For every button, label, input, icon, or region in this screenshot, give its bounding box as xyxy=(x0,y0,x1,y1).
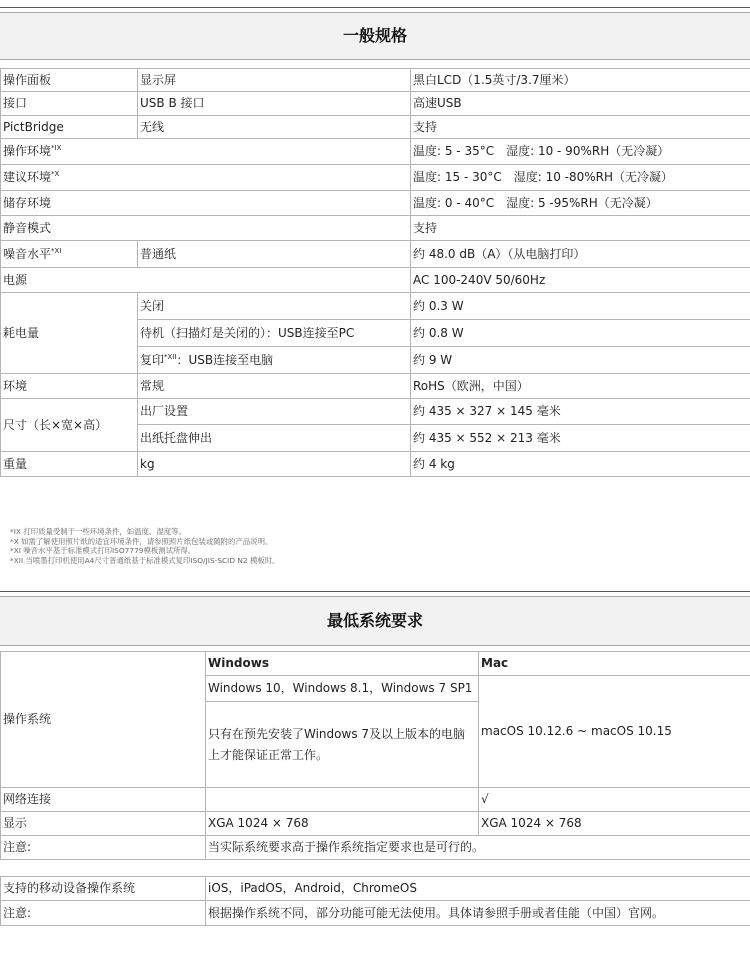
table-row xyxy=(1,652,750,676)
row-label: 耗电量 xyxy=(1,293,138,374)
table-row xyxy=(1,116,750,139)
footnote-ref: *XII xyxy=(164,352,177,361)
row-label: 操作面板 xyxy=(1,69,138,92)
table-row xyxy=(1,69,750,92)
table-row xyxy=(1,374,750,399)
table-row xyxy=(1,165,750,191)
row-sub: 出厂设置 xyxy=(138,399,411,425)
row-value: 约 0.8 W xyxy=(411,320,750,347)
display-mac: XGA 1024 × 768 xyxy=(479,812,750,836)
row-sub: USB B 接口 xyxy=(138,92,411,116)
footnote-ref: *IX xyxy=(51,144,62,152)
row-sub: 普通纸 xyxy=(138,241,411,268)
os-label: 操作系统 xyxy=(1,652,206,788)
system-req-table xyxy=(0,651,750,860)
row-value: 支持 xyxy=(411,216,750,241)
row-value: 黑白LCD（1.5英寸/3.7厘米） xyxy=(411,69,750,92)
note-label: 注意: xyxy=(1,836,206,860)
footnote: *IX 打印质量受制于一些环境条件，如温度、湿度等。 xyxy=(10,527,186,536)
footnote: *X 如需了解使用照片纸的适宜环境条件，请参照照片纸包装或随附的产品说明。 xyxy=(10,536,273,546)
row-value: 约 0.3 W xyxy=(411,293,750,320)
row-label: 储存环境 xyxy=(1,191,411,216)
row-value: 温度: 0 - 40°C 湿度: 5 -95%RH（无冷凝） xyxy=(411,191,750,216)
row-label: 电源 xyxy=(1,268,411,293)
table-row xyxy=(1,901,750,926)
mobile-table xyxy=(0,876,750,926)
row-sub: 无线 xyxy=(138,116,411,139)
table-row xyxy=(1,241,750,268)
footnote: *XI 噪音水平基于标准模式打印ISO7779模板测试所得。 xyxy=(10,546,196,556)
row-value: AC 100-240V 50/60Hz xyxy=(411,268,750,293)
section-rule xyxy=(0,591,750,592)
table-row xyxy=(1,836,750,860)
display-win: XGA 1024 × 768 xyxy=(206,812,479,836)
note-value: 根据操作系统不同，部分功能可能无法使用。具体请参照手册或者佳能（中国）官网。 xyxy=(206,901,750,926)
table-row xyxy=(1,877,750,901)
table-row xyxy=(1,92,750,116)
note-label: 注意: xyxy=(1,901,206,926)
row-label: 环境 xyxy=(1,374,138,399)
row-value: 支持 xyxy=(411,116,750,139)
general-spec-title: 一般规格 xyxy=(0,12,750,60)
row-value: 温度: 15 - 30°C 湿度: 10 -80%RH（无冷凝） xyxy=(411,165,750,191)
footnotes xyxy=(10,527,280,565)
row-value: 约 4 kg xyxy=(411,452,750,477)
table-row xyxy=(1,268,750,293)
note-value: 当实际系统要求高于操作系统指定要求也是可行的。 xyxy=(206,836,750,860)
footnote-ref: *XI xyxy=(51,246,62,255)
table-row xyxy=(1,139,750,165)
display-label: 显示 xyxy=(1,812,206,836)
win-versions: Windows 10，Windows 8.1，Windows 7 SP1 xyxy=(206,676,479,702)
table-row xyxy=(1,191,750,216)
row-value: 约 435 × 327 × 145 毫米 xyxy=(411,399,750,425)
row-sub: 复印$^{*XII}$：USB连接至电脑 xyxy=(138,347,411,374)
mobile-label: 支持的移动设备操作系统 xyxy=(1,877,206,901)
row-label: 重量 xyxy=(1,452,138,477)
network-mac: √ xyxy=(479,788,750,812)
row-label: PictBridge xyxy=(1,116,138,139)
general-spec-table xyxy=(0,68,750,477)
row-sub: 关闭 xyxy=(138,293,411,320)
table-row xyxy=(1,452,750,477)
footnote-ref: *X xyxy=(51,170,60,178)
mobile-value: iOS，iPadOS，Android，ChromeOS xyxy=(206,877,750,901)
win-note: 只有在预先安装了Windows 7及以上版本的电脑上才能保证正常工作。 xyxy=(206,702,479,788)
col-windows: Windows xyxy=(206,652,479,676)
network-label: 网络连接 xyxy=(1,788,206,812)
row-value: 温度: 5 - 35°C 湿度: 10 - 90%RH（无冷凝） xyxy=(411,139,750,165)
row-label: 建议环境$^{*X}$ xyxy=(1,165,411,191)
row-value: 约 48.0 dB（A）（从电脑打印） xyxy=(411,241,750,268)
row-value: 约 435 × 552 × 213 毫米 xyxy=(411,425,750,452)
row-sub: 待机（扫描灯是关闭的）：USB连接至PC xyxy=(138,320,411,347)
table-row xyxy=(1,788,750,812)
table-row xyxy=(1,216,750,241)
row-label: 静音模式 xyxy=(1,216,411,241)
row-label: 操作环境$^{*IX}$ xyxy=(1,139,411,165)
col-mac: Mac xyxy=(479,652,750,676)
footnote: *XII 当喷墨打印机使用A4尺寸普通纸基于标准模式复印ISO/JIS-SCID N2 模板时。 xyxy=(10,555,280,565)
row-sub: kg xyxy=(138,452,411,477)
row-label: 尺寸（长×宽×高） xyxy=(1,399,138,452)
table-row xyxy=(1,812,750,836)
top-rule xyxy=(0,7,750,8)
row-sub: 出纸托盘伸出 xyxy=(138,425,411,452)
table-row xyxy=(1,293,750,320)
system-req-title: 最低系统要求 xyxy=(0,596,750,646)
table-row xyxy=(1,399,750,425)
mac-versions: macOS 10.12.6 ~ macOS 10.15 xyxy=(479,676,750,788)
row-sub: 显示屏 xyxy=(138,69,411,92)
row-label: 噪音水平$^{*XI}$ xyxy=(1,241,138,268)
row-label: 接口 xyxy=(1,92,138,116)
row-value: RoHS（欧洲，中国） xyxy=(411,374,750,399)
row-sub: 常规 xyxy=(138,374,411,399)
row-value: 约 9 W xyxy=(411,347,750,374)
network-win xyxy=(206,788,479,812)
row-value: 高速USB xyxy=(411,92,750,116)
